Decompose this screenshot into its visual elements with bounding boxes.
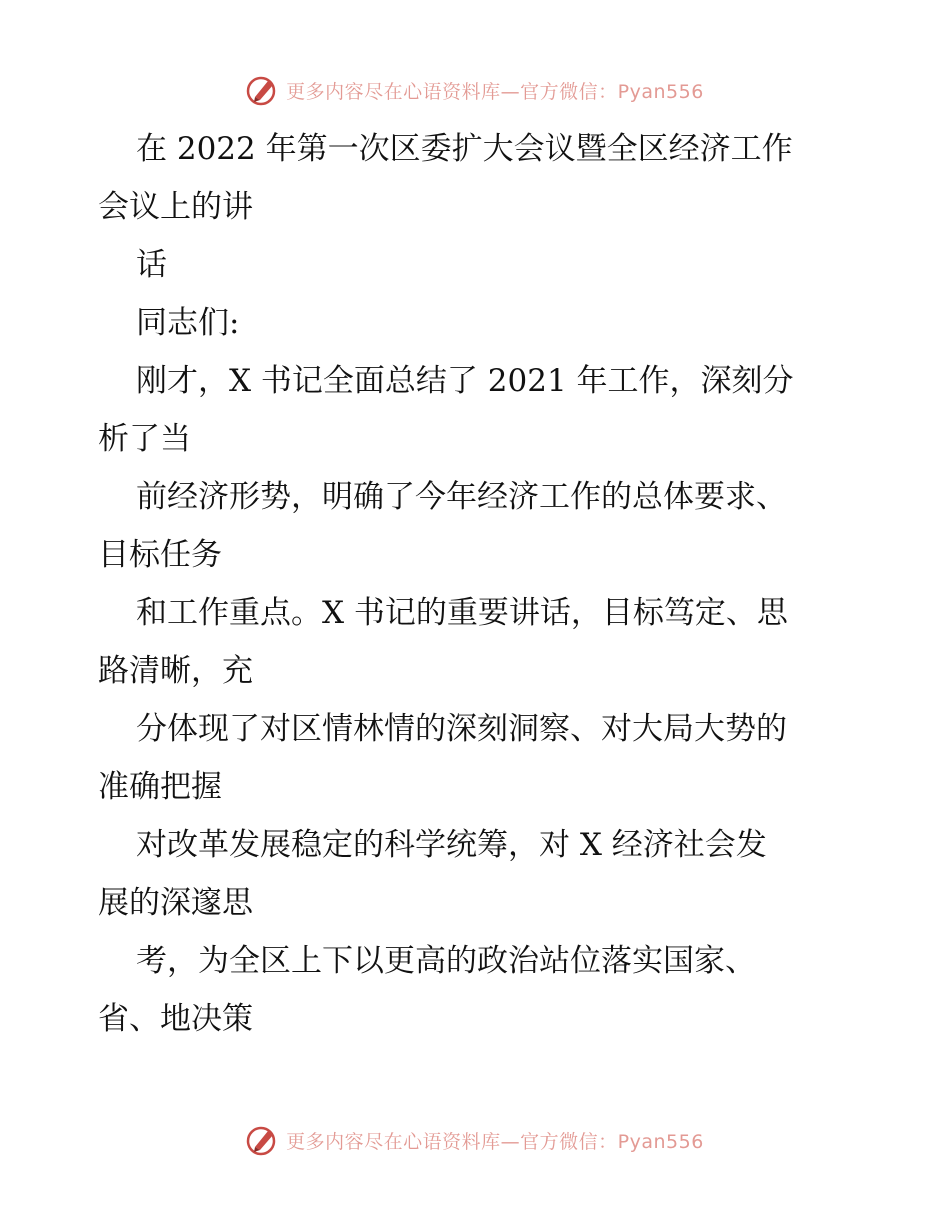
pen-logo-icon	[246, 73, 280, 107]
text-line: 路清晰，充	[98, 653, 253, 689]
text-line: 准确把握	[98, 769, 222, 805]
text-line: 在 2022 年第一次区委扩大会议暨全区经济工作	[136, 131, 793, 167]
text-line: 省、地决策	[98, 1001, 253, 1037]
text-line: 分体现了对区情林情的深刻洞察、对大局大势的	[136, 711, 787, 747]
text-line: 同志们:	[136, 305, 240, 341]
text-line: 目标任务	[98, 537, 222, 573]
text-line: 话	[136, 247, 167, 283]
watermark-text: 更多内容尽在心语资料库—官方微信：Pyan556	[286, 1130, 704, 1153]
text-line: 和工作重点。X 书记的重要讲话，目标笃定、思	[136, 595, 788, 631]
document-body	[98, 120, 858, 1048]
text-line: 会议上的讲	[98, 189, 253, 225]
text-line: 刚才，X 书记全面总结了 2021 年工作，深刻分	[136, 363, 794, 399]
text-line: 前经济形势，明确了今年经济工作的总体要求、	[136, 479, 787, 515]
watermark-text: 更多内容尽在心语资料库—官方微信：Pyan556	[286, 80, 704, 103]
text-line: 考，为全区上下以更高的政治站位落实国家、	[136, 943, 756, 979]
text-line: 析了当	[98, 421, 191, 457]
text-line: 对改革发展稳定的科学统筹，对 X 经济社会发	[136, 827, 767, 863]
footer-watermark	[0, 1120, 950, 1160]
header-watermark	[0, 70, 950, 110]
pen-logo-icon	[246, 1123, 280, 1157]
text-line: 展的深邃思	[98, 885, 253, 921]
